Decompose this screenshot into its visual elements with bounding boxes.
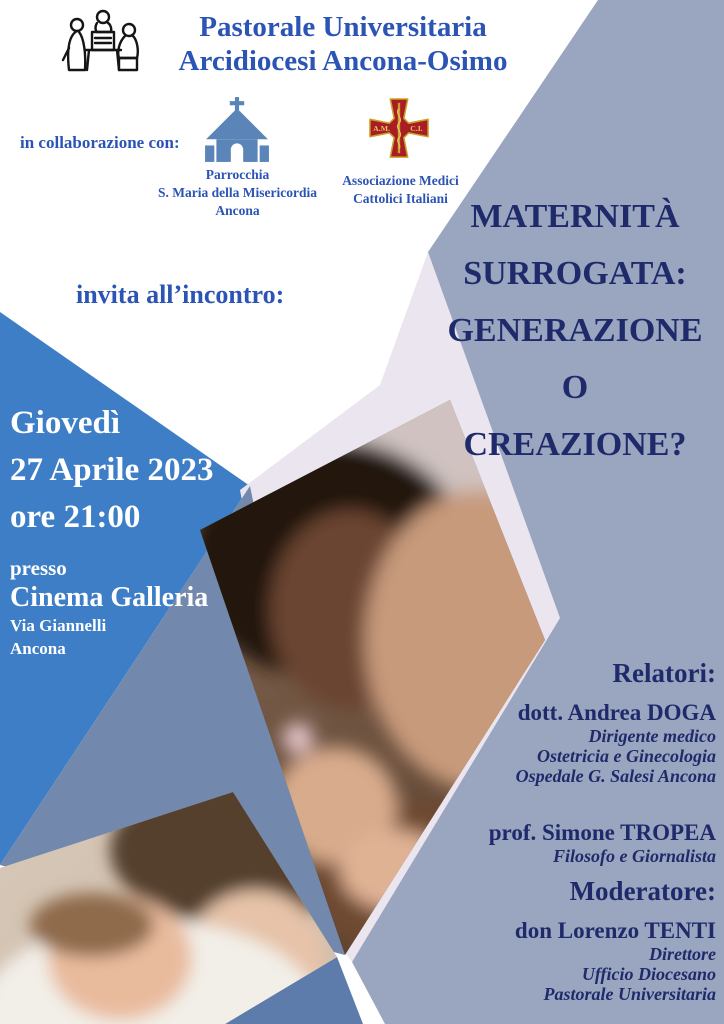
moderator-section [386, 876, 716, 1004]
title-line-5: CREAZIONE? [463, 426, 687, 463]
title-line-4: O [561, 369, 589, 406]
org-line2: Arcidiocesi Ancona-Osimo [178, 45, 508, 77]
church-icon [204, 96, 270, 164]
speaker1-role1: Dirigente medico [588, 726, 716, 746]
parish-line1: Parrocchia [205, 167, 270, 182]
invite-line: invita all’incontro: [76, 280, 285, 309]
speaker2-role1: Filosofo e Giornalista [552, 846, 716, 866]
poster-title [432, 188, 718, 473]
moderator-role1: Direttore [649, 944, 716, 964]
title-line-2: SURROGATA: [463, 255, 687, 292]
venue-street: Via Giannelli [10, 616, 107, 635]
parish-line3: Ancona [215, 202, 260, 218]
collaboration-label: in collaborazione con: [20, 133, 180, 152]
moderator-role2: Ufficio Diocesano [581, 964, 716, 984]
parish-line2: S. Maria della Misericordia [158, 184, 317, 200]
title-line-3: GENERAZIONE [447, 312, 703, 349]
spacer [386, 786, 716, 808]
event-day: Giovedì [10, 405, 121, 441]
amci-cross-icon [368, 95, 430, 163]
speakers-section [386, 658, 716, 866]
relatori-label: Relatori: [612, 658, 716, 688]
organization-name [148, 10, 538, 78]
event-time: ore 21:00 [10, 499, 141, 535]
speaker1-role2: Ostetricia e Ginecologia [537, 746, 716, 766]
venue-name: Cinema Galleria [10, 582, 209, 613]
moderatore-label: Moderatore: [569, 876, 716, 906]
people-engraving-logo-icon [55, 8, 147, 84]
parish-caption [140, 166, 335, 219]
title-line-1: MATERNITÀ [470, 198, 680, 235]
venue-label: presso [10, 556, 67, 580]
org-line1: Pastorale Universitaria [199, 11, 487, 43]
speaker1-name: dott. Andrea DOGA [517, 700, 716, 725]
amci-initials-left: A.M. [373, 123, 390, 133]
moderator-role3: Pastorale Universitaria [543, 984, 716, 1004]
venue-city: Ancona [10, 639, 66, 658]
amci-initials-right: C.I. [410, 123, 423, 133]
association-line2: Cattolici Italiani [353, 190, 448, 206]
event-date: 27 Aprile 2023 [10, 452, 214, 488]
event-details [10, 400, 214, 660]
speaker1-role3: Ospedale G. Salesi Ancona [515, 766, 716, 786]
speaker2-name: prof. Simone TROPEA [488, 820, 716, 845]
moderator-name: don Lorenzo TENTI [514, 918, 716, 943]
association-line1: Associazione Medici [342, 173, 459, 188]
